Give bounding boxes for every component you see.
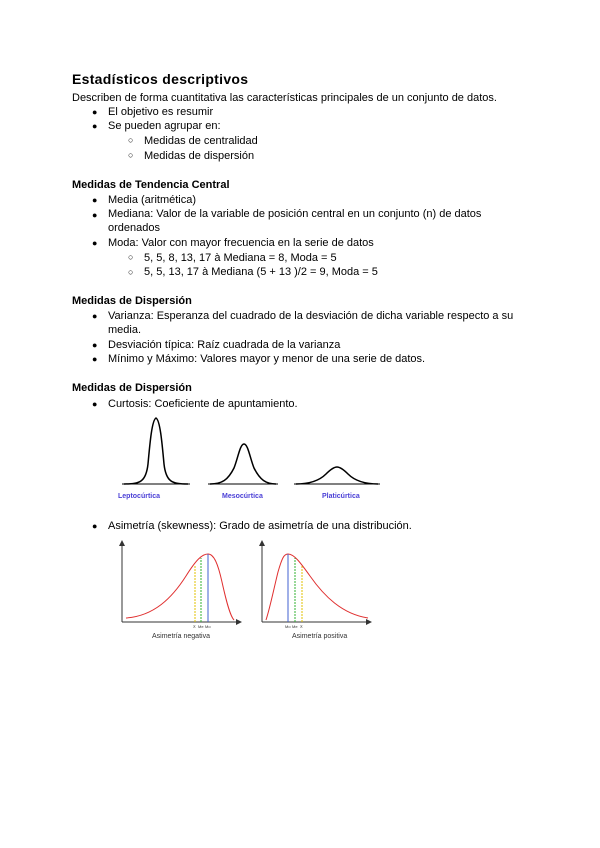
positive-skew-plot [259, 540, 372, 640]
bullet-icon: ● [92, 354, 98, 364]
tick-label: X̄ [193, 624, 196, 629]
platykurtic-curve [294, 467, 380, 484]
list-subitem: Medidas de centralidad [144, 135, 258, 147]
leptokurtic-curve [122, 418, 190, 484]
bullet-icon: ● [92, 521, 98, 531]
section-heading: Medidas de Dispersión [72, 382, 192, 394]
bullet-icon: ● [92, 121, 98, 131]
circle-bullet-icon: ○ [128, 267, 134, 277]
list-item: Curtosis: Coeficiente de apuntamiento. [108, 398, 298, 410]
tick-label: Me [198, 624, 204, 629]
circle-bullet-icon: ○ [128, 135, 134, 145]
kurtosis-label: Leptocúrtica [118, 493, 161, 500]
page-title: Estadísticos descriptivos [72, 71, 249, 87]
bullet-icon: ● [92, 399, 98, 409]
bullet-icon: ● [92, 195, 98, 205]
list-item: Asimetría (skewness): Grado de asimetría de una distribución. [108, 520, 412, 532]
bullet-icon: ● [92, 238, 98, 248]
tick-label: Mo [285, 624, 291, 629]
list-item: Mínimo y Máximo: Valores mayor y menor de una serie de datos. [108, 353, 426, 365]
list-subitem: 5, 5, 13, 17 à Mediana (5 + 13 )/2 = 9, Moda = 5 [144, 266, 378, 278]
section-heading: Medidas de Tendencia Central [72, 179, 230, 191]
section-heading: Medidas de Dispersión [72, 295, 192, 307]
bullet-icon: ● [92, 311, 98, 321]
tick-label: Me [292, 624, 298, 629]
list-item: Moda: Valor con mayor frecuencia en la serie de datos [108, 237, 374, 249]
list-item: Desviación típica: Raíz cuadrada de la varianza [108, 339, 341, 351]
intro-text: Describen de forma cuantitativa las características principales de un conjunto de datos. [72, 92, 497, 104]
list-item: El objetivo es resumir [108, 106, 214, 118]
negative-skew-plot [119, 540, 242, 640]
list-item: Se pueden agrupar en: [108, 120, 221, 132]
kurtosis-label: Platicúrtica [322, 493, 360, 500]
tick-label: Mo [205, 624, 211, 629]
bullet-icon: ● [92, 340, 98, 350]
bullet-icon: ● [92, 210, 98, 220]
list-item-continuation: media. [108, 324, 142, 336]
skew-label: Asimetría positiva [292, 633, 348, 640]
mesokurtic-curve [208, 444, 278, 484]
list-item: Varianza: Esperanza del cuadrado de la desviación de dicha variable respecto a su [108, 310, 514, 322]
kurtosis-label: Mesocúrtica [222, 493, 263, 500]
circle-bullet-icon: ○ [128, 252, 134, 262]
list-item: Media (aritmética) [108, 194, 197, 206]
list-subitem: 5, 5, 8, 13, 17 à Mediana = 8, Moda = 5 [144, 252, 337, 264]
tick-label: X̄ [300, 624, 303, 629]
skewness-figure [114, 538, 374, 646]
list-subitem: Medidas de dispersión [144, 150, 255, 162]
kurtosis-figure [110, 412, 386, 504]
circle-bullet-icon: ○ [128, 150, 134, 160]
list-item-continuation: ordenados [108, 222, 160, 234]
bullet-icon: ● [92, 107, 98, 117]
list-item: Mediana: Valor de la variable de posición central en un conjunto (n) de datos [108, 208, 482, 220]
skew-label: Asimetría negativa [152, 633, 210, 640]
